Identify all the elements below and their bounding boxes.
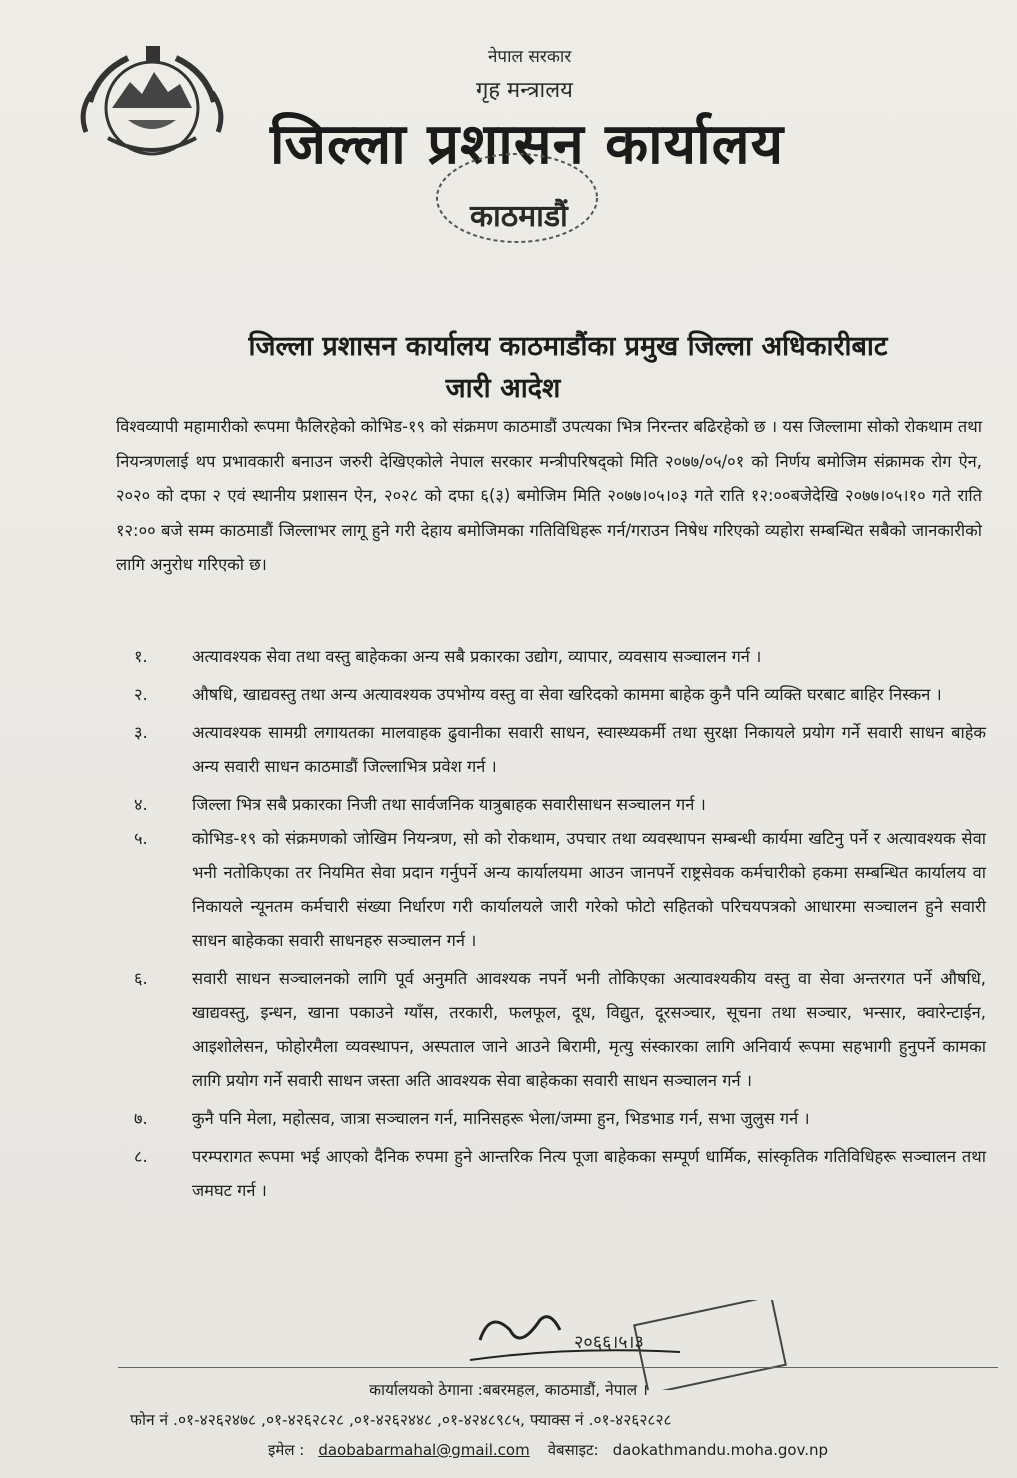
item-number: ६. [134,969,148,988]
list-item [130,822,986,958]
order-subtitle: जारी आदेश [445,373,561,404]
item-number: ८. [134,1147,148,1166]
list-item [130,962,986,1098]
contact-line [268,1440,968,1460]
item-text: कोभिड-१९ को संक्रमणको जोखिम नियन्त्रण, सो को रोकथाम, उपचार तथा व्यवस्थापन सम्बन्धी कार्यमा खटिनु पर्ने र अत्यावश्यक सेवा भनी नतोकिएका तर नियमित सेवा प्रदान गर्नुपर्ने अन्य कार्यालयमा आउन जानपर्ने राष्ट्रसेवक कर्मचारीको हकमा सम्बन्धित कार्यालय वा निकायले न्यूनतम कर्मचारी संख्या निर्धारण गरी कार्यालयले जारी गरेको फोटो सहितको परिचयपत्रको आधारमा सञ्चालन हुने सवारी साधन बाहेकका सवारी साधनहरु सञ्चालन गर्न । [192,829,986,950]
signature-date: २०६६।५।३ [574,1332,644,1353]
item-text: परम्परागत रूपमा भई आएको दैनिक रुपमा हुने आन्तरिक नित्य पूजा बाहेकका सम्पूर्ण धार्मिक, सांस्कृतिक गतिविधिहरू सञ्चालन तथा जमघट गर्न । [192,1147,986,1200]
item-number: ३. [134,723,148,742]
item-text: सवारी साधन सञ्चालनको लागि पूर्व अनुमति आवश्यक नपर्ने भनी तोकिएका अत्यावश्यकीय वस्तु वा सेवा अन्तरगत पर्ने औषधि, खाद्यवस्तु, इन्धन, खाना पकाउने ग्याँस, तरकारी, फलफूल, दूध, विद्युत, दूरसञ्चार, सूचना तथा सञ्चार, भन्सार, क्वारेन्टाईन, आइशोलेसन, फोहोरमैला व्यवस्थापन, अस्पताल जाने आउने बिरामी, मृत्यु संस्कारका लागि अनिवार्य रूपमा सहभागी हुनुपर्ने कामका लागि प्रयोग गर्ने सवारी साधन जस्ता अति आवश्यक सेवा बाहेकका सवारी साधन सञ्चालन गर्न । [192,969,986,1090]
list-item [130,1140,986,1208]
list-item [130,640,986,674]
footer-divider [118,1367,998,1368]
item-text: औषधि, खाद्यवस्तु तथा अन्य अत्यावश्यक उपभोग्य वस्तु वा सेवा खरिदको काममा बाहेक कुनै पनि व्यक्ति घरबाट बाहिर निस्कन । [192,685,942,704]
website-label: वेबसाइट: [547,1441,599,1459]
order-title: जिल्ला प्रशासन कार्यालय काठमाडौंका प्रमुख जिल्ला अधिकारीबाट [248,331,888,362]
list-item [130,1102,986,1136]
item-number: २. [134,685,148,704]
order-items-list [130,640,986,1208]
item-text: अत्यावश्यक सामग्री लगायतका मालवाहक ढुवानीका सवारी साधन, स्वास्थ्यकर्मी तथा सुरक्षा निकायले प्रयोग गर्ने सवारी साधन बाहेक अन्य सवारी साधन काठमाडौं जिल्लाभित्र प्रवेश गर्न । [192,723,986,776]
office-phone: फोन नं .०१-४२६२४७८ ,०१-४२६२८२८ ,०१-४२६२४४८ ,०१-४२४८९८५, फ्याक्स नं .०१-४२६२८२८ [130,1411,672,1429]
list-item [130,788,986,822]
item-text: जिल्ला भित्र सबै प्रकारका निजी तथा सार्वजनिक यात्रुबाहक सवारीसाधन सञ्चालन गर्न । [192,795,706,814]
item-number: ५. [134,829,148,848]
office-title: जिल्ला प्रशासन कार्यालय [270,112,785,177]
email-link[interactable]: daobabarmahal@gmail.com [318,1441,530,1459]
nepal-government-emblem [68,42,236,170]
item-text: अत्यावश्यक सेवा तथा वस्तु बाहेकका अन्य सबै प्रकारका उद्योग, व्यापार, व्यवसाय सञ्चालन गर्न । [192,647,762,666]
email-label: इमेल : [268,1441,305,1459]
stamp-location: काठमाडौं [470,199,568,234]
item-number: ४. [134,795,148,814]
item-text: कुनै पनि मेला, महोत्सव, जात्रा सञ्चालन गर्न, मानिसहरू भेला/जम्मा हुन, भिडभाड गर्न, सभा जुलुस गर्न । [192,1109,810,1128]
list-item [130,678,986,712]
item-number: १. [134,647,148,666]
website-link[interactable]: daokathmandu.moha.gov.np [612,1441,829,1459]
ministry-label: गृह मन्त्रालय [476,78,573,103]
office-address: कार्यालयको ठेगाना :बबरमहल, काठमाडौं, नेपाल । [369,1381,648,1399]
government-label: नेपाल सरकार [488,47,572,67]
item-number: ७. [134,1109,148,1128]
order-intro-paragraph: विश्वव्यापी महामारीको रूपमा फैलिरहेको कोभिड-१९ को संक्रमण काठमाडौं उपत्यका भित्र निरन्तर बढिरहेको छ । यस जिल्लामा सोको रोकथाम तथा नियन्त्रणलाई थप प्रभावकारी बनाउन जरुरी देखिएकोले नेपाल सरकार मन्त्रीपरिषद्को मिति २०७७/०५/०१ को निर्णय बमोजिम संक्रामक रोग ऐन, २०२० को दफा २ एवं स्थानीय प्रशासन ऐन, २०२८ को दफा ६(३) बमोजिम मिति २०७७।०५।०३ गते राति १२:००बजेदेखि २०७७।०५।१० गते राति १२:०० बजे सम्म काठमाडौं जिल्लाभर लागू हुने गरी देहाय बमोजिमका गतिविधिहरू गर्न/गराउन निषेध गरिएको व्यहोरा सम्बन्धित सबैको जानकारीको लागि अनुरोध गरिएको छ। [116,417,982,574]
list-item [130,716,986,784]
